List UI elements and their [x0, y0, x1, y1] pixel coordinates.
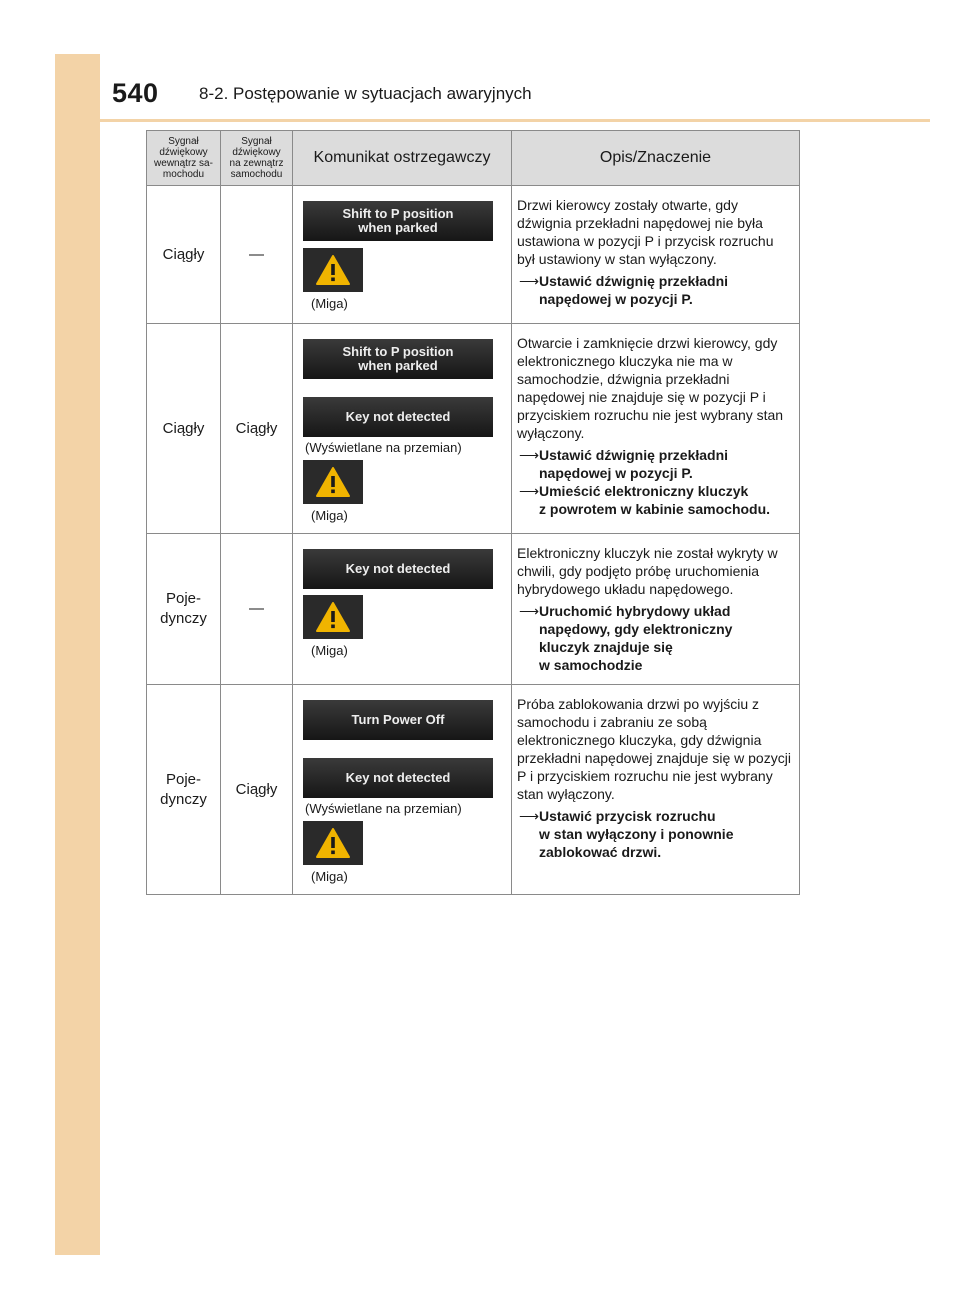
- description-text: Próba zablokowania drzwi po wyjściu z samochodu i zabraniu ze sobą elektronicznego kluczyka, gdy dźwignia przekładni napędowej znajduje się w pozycji P i przyciskiem rozruchu nie jest wybrany stan wyłączony.: [517, 696, 791, 802]
- description-cell: [512, 324, 800, 534]
- chapter-side-band: [55, 54, 100, 1255]
- description-text: Elektroniczny kluczyk nie został wykryty w chwili, gdy podjęto próbę uruchomienia hybrydowego układu napędowego.: [517, 545, 778, 597]
- header-message: Komunikat ostrzegawczy: [293, 131, 512, 186]
- table-row: [147, 685, 800, 895]
- header-description: Opis/Znaczenie: [512, 131, 800, 186]
- flash-caption: (Miga): [311, 869, 348, 884]
- warning-icon: [303, 248, 363, 292]
- warning-table: [146, 130, 800, 895]
- header-rule: [100, 119, 930, 122]
- display-message: Turn Power Off: [303, 700, 493, 740]
- action-text: ⟶ Umieścić elektroniczny kluczyk z powrotem w kabinie samochodu.: [519, 483, 771, 517]
- inside-signal-cell: Poje- dynczy: [147, 685, 221, 895]
- inside-signal-cell: Ciągły: [147, 324, 221, 534]
- description-text: Drzwi kierowcy zostały otwarte, gdy dźwignia przekładni napędowej nie była ustawiona w pozycji P i przycisk rozruchu był ustawiony w stan wyłączony.: [517, 197, 774, 267]
- alternating-caption: (Wyświetlane na przemian): [305, 801, 462, 816]
- display-message: Shift to P position when parked: [303, 339, 493, 379]
- warning-icon: [303, 460, 363, 504]
- header-inside-signal: Sygnał dźwiękowy wewnątrz sa- mochodu: [147, 131, 221, 186]
- action-text: ⟶ Uruchomić hybrydowy układ napędowy, gdy elektroniczny kluczyk znajduje się w samochodzie: [519, 603, 733, 673]
- display-message: Key not detected: [303, 549, 493, 589]
- outside-signal-cell: Ciągły: [221, 685, 293, 895]
- alternating-caption: (Wyświetlane na przemian): [305, 440, 462, 455]
- description-cell: [512, 534, 800, 685]
- chapter-title: 8-2. Postępowanie w sytuacjach awaryjnych: [199, 84, 532, 103]
- inside-signal-cell: Poje- dynczy: [147, 534, 221, 685]
- display-message: Shift to P position when parked: [303, 201, 493, 241]
- table-header-row: [147, 131, 800, 186]
- warning-icon: [303, 821, 363, 865]
- header-outside-signal: Sygnał dźwiękowy na zewnątrz samochodu: [221, 131, 293, 186]
- page-number: 540: [112, 78, 159, 108]
- inside-signal-cell: Ciągły: [147, 186, 221, 324]
- description-cell: [512, 685, 800, 895]
- description-text: Otwarcie i zamknięcie drzwi kierowcy, gdy elektronicznego kluczyka nie ma w samochodzie, dźwignia przekładni napędowej nie znajduje się w pozycji P i przyciskiem rozruchu nie jest wybrany stan wyłączony.: [517, 335, 784, 441]
- table-row: [147, 186, 800, 324]
- display-message: Key not detected: [303, 758, 493, 798]
- action-text: ⟶ Ustawić dźwignię przekładni napędowej w pozycji P.: [519, 447, 729, 481]
- flash-caption: (Miga): [311, 643, 348, 658]
- message-cell: [293, 534, 512, 685]
- message-cell: [293, 324, 512, 534]
- message-cell: [293, 186, 512, 324]
- outside-signal-cell: —: [221, 186, 293, 324]
- message-cell: [293, 685, 512, 895]
- table-row: [147, 534, 800, 685]
- outside-signal-cell: Ciągły: [221, 324, 293, 534]
- flash-caption: (Miga): [311, 296, 348, 311]
- action-text: ⟶ Ustawić dźwignię przekładni napędowej w pozycji P.: [519, 273, 729, 307]
- outside-signal-cell: —: [221, 534, 293, 685]
- display-message: Key not detected: [303, 397, 493, 437]
- table-row: [147, 324, 800, 534]
- warning-icon: [303, 595, 363, 639]
- description-cell: [512, 186, 800, 324]
- flash-caption: (Miga): [311, 508, 348, 523]
- action-text: ⟶ Ustawić przycisk rozruchu w stan wyłączony i ponownie zablokować drzwi.: [519, 808, 734, 860]
